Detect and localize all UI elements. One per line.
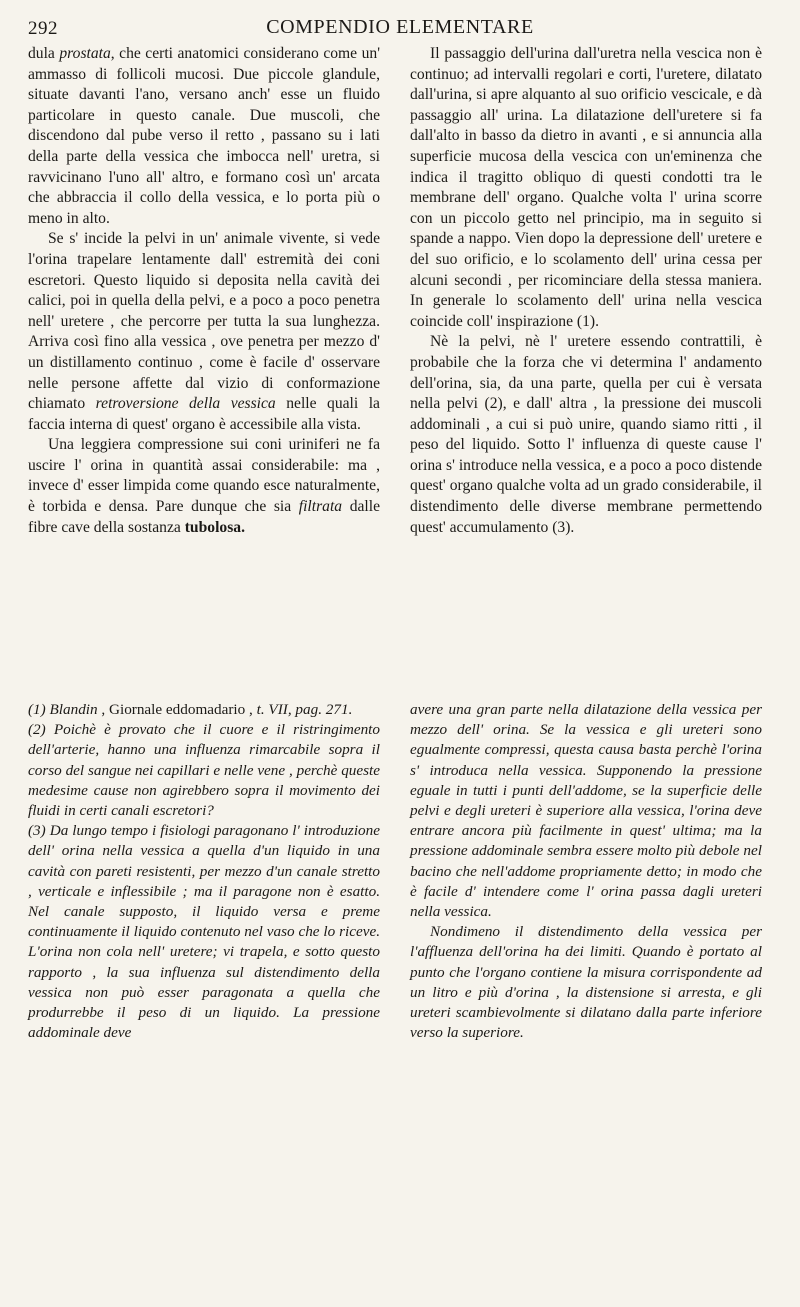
footnote-mark: (2) (28, 721, 46, 739)
footnote-mark: (1) (28, 701, 46, 718)
page-number: 292 (28, 18, 58, 39)
text-run: Se s' incide la pelvi in un' animale vivente, si vede l'orina trapelare lentamente dall' estremità dei coni escretori. Questo liquido si deposita nella cavità dei calici, poi in quella della pelvi, e a poco a poco penetra nell' uretere , che percorre per tutta la sua lunghezza. Arriva così fino alla vessica , ove penetra per mezzo d' un distillamento continuo , come è facile d' osservare nelle persone affette dal vizio di conformazione chiamato (28, 230, 380, 413)
paragraph (28, 229, 380, 435)
footnotes-right (410, 700, 762, 1043)
body-column-left (28, 44, 380, 538)
footnote-ref: t. VII, pag. 271. (256, 701, 353, 718)
paragraph (28, 435, 380, 538)
footnote-source: , Giornale eddomadario , (97, 701, 257, 718)
footnote-3-continued-2 (410, 922, 762, 1043)
footnote-2 (28, 720, 380, 821)
term-retroversione: retroversione della vessica (95, 395, 276, 413)
text-run: dula (28, 45, 60, 62)
footnote-1 (28, 700, 380, 720)
footnote-text: avere una gran parte nella dilatazione della vessica per mezzo dell' orina. Se la vessica e gli ureteri sono egualmente compressi, questa causa basta perchè l'orina s' introduca nella vessica. Supponendo la pressione eguale in tutti i punti dell'addome, se la superficie delle pelvi e degli ureteri è superiore alla vessica, l'orina deve entrare ancora più facilmente in quest' ultima; ma la pressione addominale sembra essere molto più debole nel bacino che nell'addome propriamente detto; in modo che è facile d' intendere come l' orina passa dagli ureteri nella vessica. (410, 701, 762, 921)
term-tubolosa: tubolosa. (184, 518, 245, 536)
text-run: nelle quali la faccia interna di quest' organo è accessibile alla vista. (28, 395, 380, 433)
text-run: Una leggiera compressione sui coni uriniferi ne fa uscire l' orina in quantità assai considerabile: ma , invece d' esser limpida come quando esce naturalmente, è torbida e densa. Pare dunque che sia (28, 436, 380, 516)
footnote-author: Blandin (45, 701, 98, 718)
term-filtrata: filtrata (298, 498, 343, 516)
body-column-right (410, 44, 762, 538)
footnote-text: Nondimeno il distendimento della vessica per l'affluenza dell'orina ha dei limiti. Quando è portato al punto che l'organo contiene la misura corrispondente ad un litro e più d'orina , la distensione si arresta, e gli ureteri scambievolmente si dilatano dalla parte inferiore verso la superiore. (410, 923, 762, 1042)
footnote-mark: (3) (28, 822, 46, 840)
footnote-3-continued (410, 700, 762, 922)
running-title: COMPENDIO ELEMENTARE (266, 16, 534, 38)
page-header (28, 14, 772, 44)
paragraph (28, 44, 380, 229)
footnote-text: Da lungo tempo i fisiologi paragonano l' introduzione dell' orina nella vessica a quella d'un liquido in una cavità con pareti resistenti, per mezzo d'un canale stretto , verticale e inflessibile ; ma il paragone non è esatto. Nel canale supposto, il liquido versa e preme continuamente il liquido contenuto nel vaso che lo riceve. L'orina non cola nell' uretere; vi trapela, e sotto questo rapporto , la sua influenza sul distendimento della vessica non può esser paragonata a quella che produrrebbe il peso di un liquido. La pressione addominale deve (28, 822, 380, 1042)
footnotes-left (28, 700, 380, 1043)
paragraph: Nè la pelvi, nè l' uretere essendo contrattili, è probabile che la forza che vi determina l' andamento dell'orina, sia, da una parte, quella per cui è versata nella pelvi (2), e dall' altra , la pressione dei muscoli addominali , a cui si può unire, quando siamo ritti , il peso del liquido. Sotto l' influenza di queste cause l' orina s' introduce nella vessica, e a poco a poco distende quest' organo qualche volta ad un grado considerabile, il distendimento delle diverse membrane permettendo quest' accumulamento (3). (410, 333, 762, 536)
paragraph: Il passaggio dell'urina dall'uretra nella vescica non è continuo; ad intervalli regolari e corti, l'uretere, dilatato dall'urina, si apre alquanto al suo orificio vescicale, e dà passaggio all' urina. La dilatazione dell'uretere si fa dall'alto in basso da dietro in avanti , e si annuncia alla superficie mucosa della vescica con un'eminenza che indica il tragitto obliquo di questi condotti tra le membrane dell' organo. Qualche volta l' urina scorre con un piccolo getto nel principio, ma in seguito si spande a nappo. Vien dopo la depressione dell' uretere e del suo orificio, e lo scolamento dell' urina cessa per alcuni secondi , per ricominciare della stessa maniera. In generale lo scolamento dell' urina nella vescica coincide coll' inspirazione (1). (410, 45, 762, 330)
footnote-3 (28, 821, 380, 1043)
text-run: dalle fibre cave della sostanza (28, 498, 380, 536)
term-prostata: prostata (59, 45, 111, 62)
text-run: , che certi anatomici considerano come un' ammasso di follicoli mucosi. Due piccole glandule, situate davanti l'ano, versano anch' esse un fluido particolare in questo canale. Due muscoli, che discendono dal pube verso il retto , passano su i lati della parte della vessica che imbocca nell' uretra, si ravvicinano l'uno all' altro, e formano così un' arcata che abbraccia il collo della vessica, e lo porta più o meno in alto. (28, 45, 380, 227)
footnote-text: Poichè è provato che il cuore e il ristringimento dell'arterie, hanno una influenza rimarcabile sopra il corso del sangue nei capillari e nelle vene , perchè queste medesime cause non agirebbero sopra il movimento dei fluidi in certi canali escretori? (28, 721, 380, 820)
